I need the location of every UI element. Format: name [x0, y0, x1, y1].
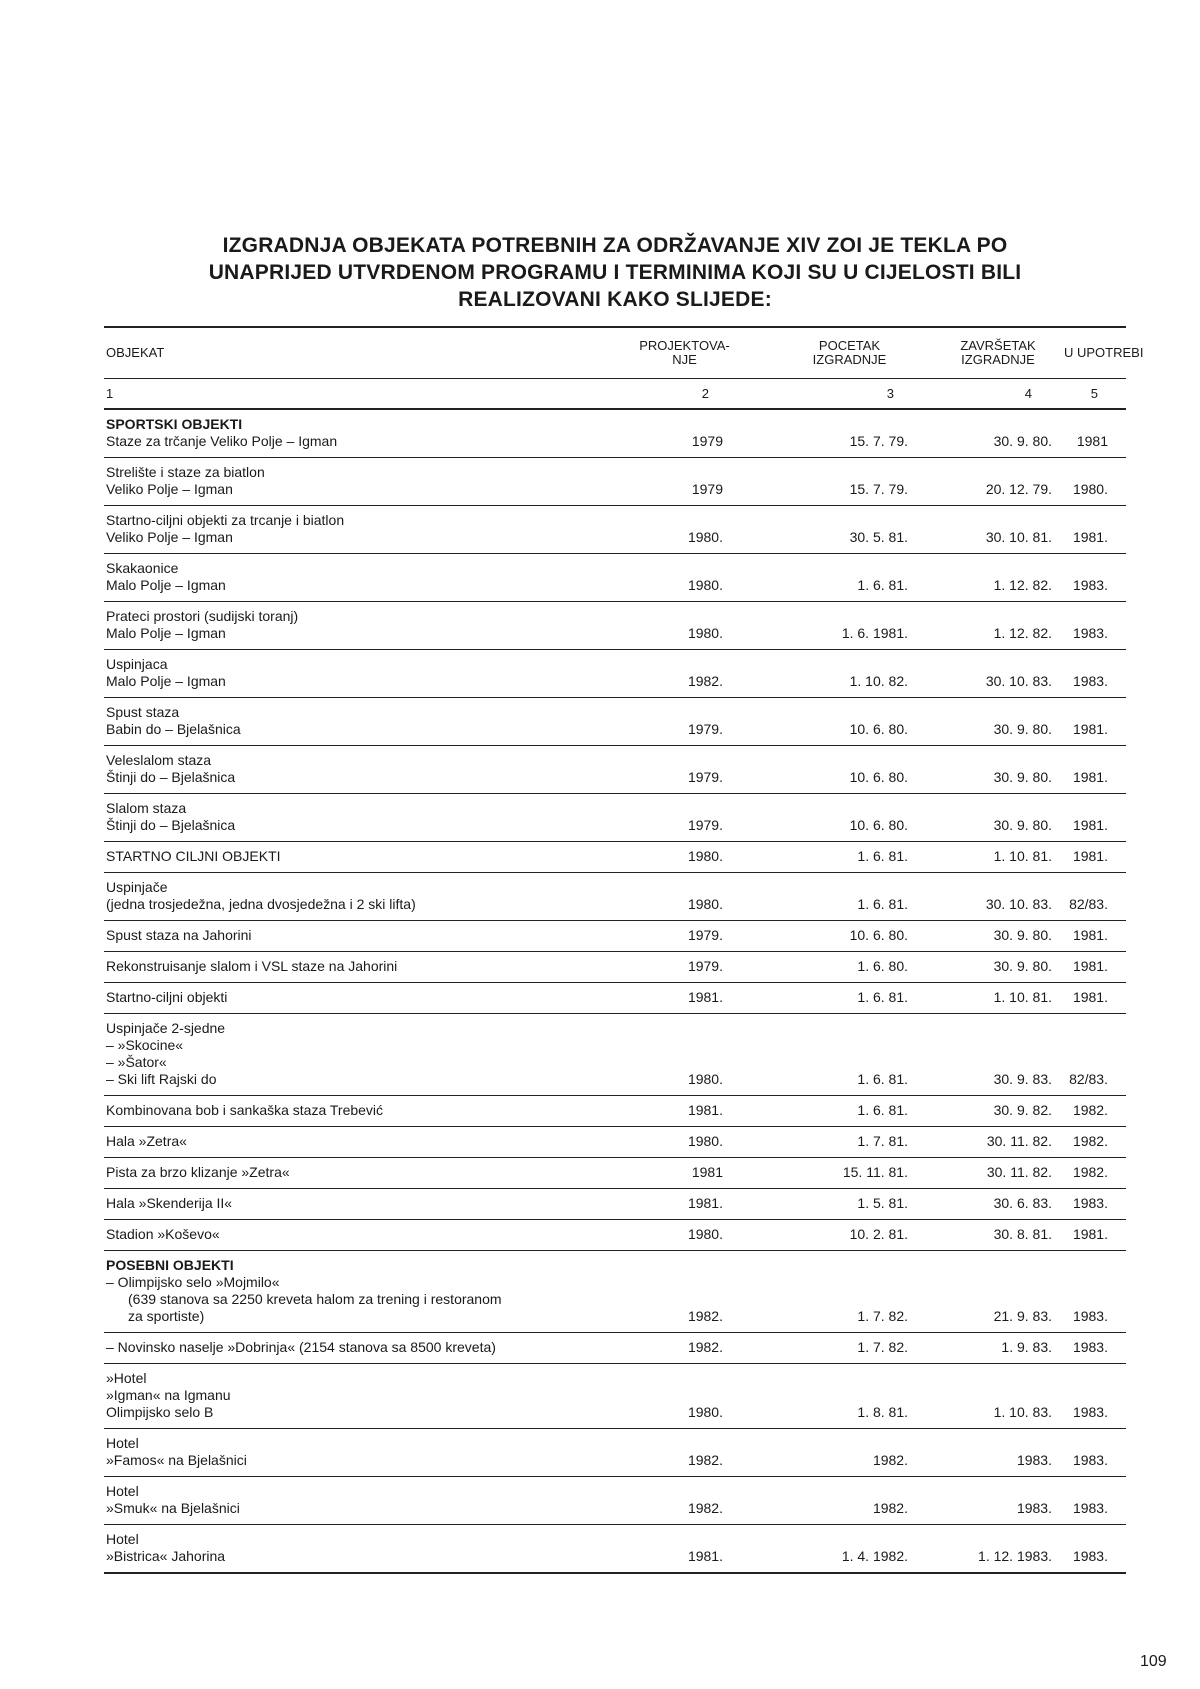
- cell-objekat: [104, 1189, 604, 1220]
- cell-pocetak: 1. 6. 81.: [765, 983, 934, 1014]
- column-number: 3: [765, 379, 934, 410]
- cell-zavrsetak: 1983.: [934, 1429, 1062, 1477]
- cell-pocetak: 1. 5. 81.: [765, 1189, 934, 1220]
- cell-objekat: [104, 794, 604, 842]
- table-row: [104, 1158, 1126, 1189]
- cell-zavrsetak: 30. 9. 80.: [934, 794, 1062, 842]
- cell-upotreba: 1982.: [1062, 1096, 1126, 1127]
- object-name-line: Malo Polje – Igman: [106, 577, 226, 593]
- object-name-line: Olimpijsko selo B: [106, 1404, 214, 1420]
- table-row: [104, 1189, 1126, 1220]
- cell-objekat: [104, 1251, 604, 1333]
- cell-pocetak: 1. 6. 81.: [765, 1096, 934, 1127]
- cell-upotreba: 1981.: [1062, 794, 1126, 842]
- object-name-line: Hotel: [106, 1435, 139, 1451]
- cell-objekat: [104, 1158, 604, 1189]
- table-row: [104, 1364, 1126, 1429]
- cell-zavrsetak: 1. 10. 83.: [934, 1364, 1062, 1429]
- cell-upotreba: 1981.: [1062, 1220, 1126, 1251]
- cell-zavrsetak: 1. 9. 83.: [934, 1333, 1062, 1364]
- cell-projektovanje: 1980.: [604, 1127, 765, 1158]
- object-name-line: Staze za trčanje Veliko Polje – Igman: [106, 433, 338, 449]
- table-row: [104, 554, 1126, 602]
- cell-projektovanje: 1980.: [604, 1220, 765, 1251]
- table-row: [104, 650, 1126, 698]
- cell-zavrsetak: 30. 11. 82.: [934, 1127, 1062, 1158]
- header-projektovanje: PROJEKTOVA- NJE: [604, 327, 765, 379]
- cell-projektovanje: 1980.: [604, 873, 765, 921]
- table-row: [104, 1333, 1126, 1364]
- cell-projektovanje: 1979: [604, 458, 765, 506]
- cell-pocetak: 1. 6. 80.: [765, 952, 934, 983]
- cell-upotreba: 1983.: [1062, 1333, 1126, 1364]
- cell-projektovanje: 1979: [604, 409, 765, 458]
- cell-zavrsetak: 30. 8. 81.: [934, 1220, 1062, 1251]
- cell-zavrsetak: 30. 11. 82.: [934, 1158, 1062, 1189]
- cell-projektovanje: 1980.: [604, 842, 765, 873]
- cell-upotreba: 1983.: [1062, 1525, 1126, 1574]
- cell-upotreba: 1981.: [1062, 746, 1126, 794]
- cell-pocetak: 15. 7. 79.: [765, 458, 934, 506]
- cell-zavrsetak: 30. 9. 80.: [934, 952, 1062, 983]
- table-row: [104, 602, 1126, 650]
- object-name-line: – »Šator«: [106, 1054, 167, 1070]
- object-name-line: za sportiste): [128, 1308, 205, 1324]
- header-row: [104, 327, 1126, 379]
- column-number: 5: [1062, 379, 1126, 410]
- column-number-row: [104, 379, 1126, 410]
- object-name-line: – Ski lift Rajski do: [106, 1071, 217, 1087]
- object-name-line: Spust staza na Jahorini: [106, 927, 252, 943]
- cell-zavrsetak: 30. 9. 83.: [934, 1014, 1062, 1096]
- object-name-line: Strelište i staze za biatlon: [106, 464, 265, 480]
- cell-pocetak: 1. 6. 81.: [765, 1014, 934, 1096]
- object-name-line: – »Skocine«: [106, 1037, 184, 1053]
- header-pocetak: POCETAK IZGRADNJE: [765, 327, 934, 379]
- cell-projektovanje: 1980.: [604, 554, 765, 602]
- cell-zavrsetak: 1. 12. 1983.: [934, 1525, 1062, 1574]
- cell-upotreba: 1981.: [1062, 952, 1126, 983]
- cell-upotreba: 82/83.: [1062, 1014, 1126, 1096]
- cell-projektovanje: 1981.: [604, 1189, 765, 1220]
- cell-upotreba: 1981.: [1062, 842, 1126, 873]
- cell-projektovanje: 1979.: [604, 921, 765, 952]
- cell-zavrsetak: 30. 9. 80.: [934, 746, 1062, 794]
- cell-projektovanje: 1980.: [604, 506, 765, 554]
- object-name-line: Malo Polje – Igman: [106, 625, 226, 641]
- cell-upotreba: 1983.: [1062, 1364, 1126, 1429]
- object-name-line: Malo Polje – Igman: [106, 673, 226, 689]
- cell-objekat: [104, 921, 604, 952]
- table-row: [104, 1477, 1126, 1525]
- cell-projektovanje: 1979.: [604, 794, 765, 842]
- cell-pocetak: 1. 8. 81.: [765, 1364, 934, 1429]
- cell-upotreba: 1983.: [1062, 554, 1126, 602]
- cell-pocetak: 1. 7. 82.: [765, 1333, 934, 1364]
- cell-projektovanje: 1980.: [604, 602, 765, 650]
- cell-pocetak: 1. 6. 1981.: [765, 602, 934, 650]
- cell-upotreba: 1983.: [1062, 650, 1126, 698]
- object-name-line: (jedna trosjedežna, jedna dvosjedežna i 2 ski lifta): [106, 896, 416, 912]
- cell-objekat: [104, 1096, 604, 1127]
- page-number: 109: [1140, 1653, 1167, 1670]
- cell-upotreba: 82/83.: [1062, 873, 1126, 921]
- cell-objekat: [104, 842, 604, 873]
- table-row: [104, 1251, 1126, 1333]
- cell-pocetak: 10. 6. 80.: [765, 794, 934, 842]
- page-title: [104, 232, 1126, 313]
- cell-pocetak: 15. 11. 81.: [765, 1158, 934, 1189]
- construction-schedule-table: [104, 326, 1144, 1574]
- cell-zavrsetak: 1983.: [934, 1477, 1062, 1525]
- category-heading: POSEBNI OBJEKTI: [106, 1257, 234, 1273]
- table-row: [104, 458, 1126, 506]
- object-name-line: Startno-ciljni objekti za trcanje i biatlon: [106, 512, 345, 528]
- header-objekat: OBJEKAT: [104, 327, 604, 379]
- column-number: 4: [934, 379, 1062, 410]
- cell-projektovanje: 1980.: [604, 1014, 765, 1096]
- cell-objekat: [104, 458, 604, 506]
- cell-upotreba: 1982.: [1062, 1127, 1126, 1158]
- table-row: [104, 952, 1126, 983]
- header-zavrsetak: ZAVRŠETAK IZGRADNJE: [934, 327, 1062, 379]
- cell-pocetak: 1982.: [765, 1477, 934, 1525]
- cell-projektovanje: 1982.: [604, 1429, 765, 1477]
- column-number: 1: [104, 379, 604, 410]
- cell-pocetak: 10. 6. 80.: [765, 746, 934, 794]
- cell-objekat: [104, 554, 604, 602]
- cell-zavrsetak: 30. 10. 83.: [934, 650, 1062, 698]
- cell-projektovanje: 1982.: [604, 1333, 765, 1364]
- table-row: [104, 1525, 1126, 1574]
- cell-upotreba: 1983.: [1062, 602, 1126, 650]
- table-row: [104, 1429, 1126, 1477]
- object-name-line: Uspinjače 2-sjedne: [106, 1020, 226, 1036]
- table-row: [104, 794, 1126, 842]
- table-row: [104, 1127, 1126, 1158]
- cell-objekat: [104, 1525, 604, 1574]
- cell-zavrsetak: 1. 12. 82.: [934, 602, 1062, 650]
- cell-pocetak: 10. 6. 80.: [765, 698, 934, 746]
- object-name-line: STARTNO CILJNI OBJEKTI: [106, 848, 281, 864]
- table-row: [104, 746, 1126, 794]
- table-body: [104, 409, 1126, 1573]
- object-name-line: Hotel: [106, 1531, 139, 1547]
- cell-objekat: [104, 1127, 604, 1158]
- cell-upotreba: 1981.: [1062, 698, 1126, 746]
- header-upotreba: U UPOTREBI: [1062, 327, 1126, 379]
- category-heading: SPORTSKI OBJEKTI: [106, 416, 243, 432]
- cell-zavrsetak: 1. 10. 81.: [934, 983, 1062, 1014]
- cell-zavrsetak: 30. 10. 81.: [934, 506, 1062, 554]
- table-row: [104, 1096, 1126, 1127]
- title-line: UNAPRIJED UTVRDENOM PROGRAMU I TERMINIMA KOJI SU U CIJELOSTI BILI: [208, 261, 1022, 284]
- cell-projektovanje: 1979.: [604, 698, 765, 746]
- cell-objekat: [104, 1477, 604, 1525]
- table-row: [104, 921, 1126, 952]
- cell-projektovanje: 1982.: [604, 650, 765, 698]
- cell-pocetak: 1. 6. 81.: [765, 554, 934, 602]
- cell-zavrsetak: 30. 9. 80.: [934, 921, 1062, 952]
- cell-zavrsetak: 1. 10. 81.: [934, 842, 1062, 873]
- cell-upotreba: 1981.: [1062, 983, 1126, 1014]
- object-name-line: Prateci prostori (sudijski toranj): [106, 608, 299, 624]
- cell-zavrsetak: 1. 12. 82.: [934, 554, 1062, 602]
- cell-pocetak: 1. 6. 81.: [765, 873, 934, 921]
- cell-zavrsetak: 30. 9. 80.: [934, 409, 1062, 458]
- object-name-line: Hala »Skenderija II«: [106, 1195, 233, 1211]
- object-name-line: »Igman« na Igmanu: [106, 1387, 231, 1403]
- cell-pocetak: 1. 10. 82.: [765, 650, 934, 698]
- object-name-line: Uspinjaca: [106, 656, 168, 672]
- object-name-line: »Bistrica« Jahorina: [106, 1548, 226, 1564]
- cell-objekat: [104, 602, 604, 650]
- cell-objekat: [104, 1429, 604, 1477]
- cell-objekat: [104, 952, 604, 983]
- cell-projektovanje: 1979.: [604, 746, 765, 794]
- cell-upotreba: 1983.: [1062, 1251, 1126, 1333]
- cell-zavrsetak: 30. 10. 83.: [934, 873, 1062, 921]
- cell-upotreba: 1980.: [1062, 458, 1126, 506]
- cell-pocetak: 1. 7. 82.: [765, 1251, 934, 1333]
- cell-objekat: [104, 873, 604, 921]
- cell-projektovanje: 1981: [604, 1158, 765, 1189]
- cell-pocetak: 1. 6. 81.: [765, 842, 934, 873]
- object-name-line: Slalom staza: [106, 800, 187, 816]
- cell-projektovanje: 1982.: [604, 1251, 765, 1333]
- cell-projektovanje: 1980.: [604, 1364, 765, 1429]
- cell-objekat: [104, 1220, 604, 1251]
- cell-zavrsetak: 21. 9. 83.: [934, 1251, 1062, 1333]
- object-name-line: Hotel: [106, 1483, 139, 1499]
- cell-zavrsetak: 30. 6. 83.: [934, 1189, 1062, 1220]
- cell-zavrsetak: 30. 9. 80.: [934, 698, 1062, 746]
- object-name-line: »Smuk« na Bjelašnici: [106, 1500, 240, 1516]
- object-name-line: – Novinsko naselje »Dobrinja« (2154 stanova sa 8500 kreveta): [106, 1339, 496, 1355]
- cell-pocetak: 1. 4. 1982.: [765, 1525, 934, 1574]
- object-name-line: Spust staza: [106, 704, 180, 720]
- object-name-line: Stadion »Koševo«: [106, 1226, 220, 1242]
- cell-upotreba: 1982.: [1062, 1158, 1126, 1189]
- cell-upotreba: 1981: [1062, 409, 1126, 458]
- cell-upotreba: 1983.: [1062, 1429, 1126, 1477]
- title-line: REALIZOVANI KAKO SLIJEDE:: [458, 288, 772, 311]
- object-name-line: Veliko Polje – Igman: [106, 481, 233, 497]
- cell-pocetak: 30. 5. 81.: [765, 506, 934, 554]
- cell-pocetak: 10. 6. 80.: [765, 921, 934, 952]
- column-number: 2: [604, 379, 765, 410]
- cell-objekat: [104, 698, 604, 746]
- table-row: [104, 409, 1126, 458]
- table-row: [104, 1014, 1126, 1096]
- object-name-line: Uspinjače: [106, 879, 168, 895]
- cell-zavrsetak: 20. 12. 79.: [934, 458, 1062, 506]
- cell-projektovanje: 1979.: [604, 952, 765, 983]
- object-name-line: Babin do – Bjelašnica: [106, 721, 241, 737]
- cell-pocetak: 15. 7. 79.: [765, 409, 934, 458]
- object-name-line: Pista za brzo klizanje »Zetra«: [106, 1164, 290, 1180]
- cell-upotreba: 1981.: [1062, 921, 1126, 952]
- object-name-line: Skakaonice: [106, 560, 179, 576]
- object-name-line: – Olimpijsko selo »Mojmilo«: [106, 1274, 280, 1290]
- table-row: [104, 506, 1126, 554]
- table-row: [104, 842, 1126, 873]
- object-name-line: Veleslalom staza: [106, 752, 212, 768]
- cell-upotreba: 1983.: [1062, 1477, 1126, 1525]
- cell-objekat: [104, 409, 604, 458]
- cell-projektovanje: 1981.: [604, 1525, 765, 1574]
- table-row: [104, 873, 1126, 921]
- table-row: [104, 1220, 1126, 1251]
- table-row: [104, 698, 1126, 746]
- cell-objekat: [104, 1364, 604, 1429]
- object-name-line: Veliko Polje – Igman: [106, 529, 233, 545]
- cell-objekat: [104, 1333, 604, 1364]
- object-name-line: »Famos« na Bjelašnici: [106, 1452, 247, 1468]
- object-name-line: Startno-ciljni objekti: [106, 989, 228, 1005]
- cell-upotreba: 1983.: [1062, 1189, 1126, 1220]
- cell-zavrsetak: 30. 9. 82.: [934, 1096, 1062, 1127]
- table-row: [104, 983, 1126, 1014]
- object-name-line: Kombinovana bob i sankaška staza Trebević: [106, 1102, 384, 1118]
- cell-pocetak: 10. 2. 81.: [765, 1220, 934, 1251]
- object-name-line: Štinji do – Bjelašnica: [106, 769, 236, 785]
- cell-projektovanje: 1981.: [604, 983, 765, 1014]
- cell-objekat: [104, 1014, 604, 1096]
- cell-objekat: [104, 506, 604, 554]
- cell-objekat: [104, 983, 604, 1014]
- cell-pocetak: 1. 7. 81.: [765, 1127, 934, 1158]
- object-name-line: Rekonstruisanje slalom i VSL staze na Jahorini: [106, 958, 398, 974]
- cell-objekat: [104, 650, 604, 698]
- object-name-line: (639 stanova sa 2250 kreveta halom za trening i restoranom: [128, 1291, 502, 1307]
- cell-objekat: [104, 746, 604, 794]
- cell-projektovanje: 1982.: [604, 1477, 765, 1525]
- object-name-line: Štinji do – Bjelašnica: [106, 817, 236, 833]
- cell-projektovanje: 1981.: [604, 1096, 765, 1127]
- cell-upotreba: 1981.: [1062, 506, 1126, 554]
- object-name-line: »Hotel: [106, 1370, 147, 1386]
- cell-pocetak: 1982.: [765, 1429, 934, 1477]
- object-name-line: Hala »Zetra«: [106, 1133, 187, 1149]
- title-line: IZGRADNJA OBJEKATA POTREBNIH ZA ODRŽAVANJE XIV ZOI JE TEKLA PO: [222, 234, 1008, 257]
